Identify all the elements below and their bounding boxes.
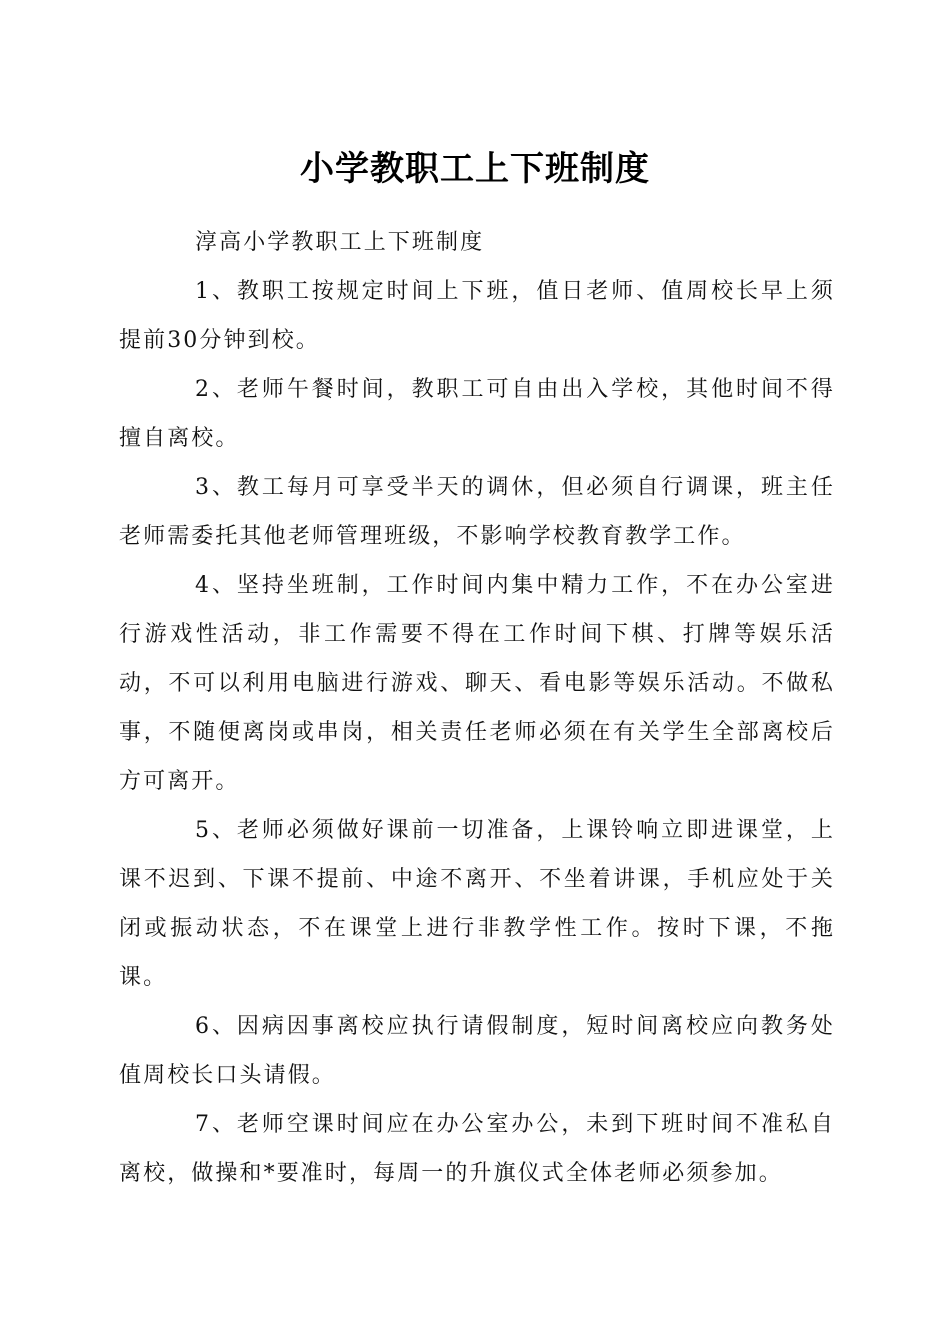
rule-paragraph-7: 7、老师空课时间应在办公室办公，未到下班时间不准私自离校，做操和*要准时，每周一的升旗仪式全体老师必须参加。 [119,1112,835,1186]
rule-paragraph-2: 2、老师午餐时间，教职工可自由出入学校，其他时间不得擅自离校。 [119,377,835,451]
rule-paragraph-6: 6、因病因事离校应执行请假制度，短时间离校应向教务处值周校长口头请假。 [119,1014,835,1088]
rule-paragraph-1: 1、教职工按规定时间上下班，值日老师、值周校长早上须提前30分钟到校。 [119,279,835,353]
rule-paragraph-5: 5、老师必须做好课前一切准备，上课铃响立即进课堂，上课不迟到、下课不提前、中途不离开、不坐着讲课，手机应处于关闭或振动状态，不在课堂上进行非教学性工作。按时下课，不拖课。 [119,818,835,990]
document-body [119,218,835,1198]
rule-paragraph-4: 4、坚持坐班制，工作时间内集中精力工作，不在办公室进行游戏性活动，非工作需要不得在工作时间下棋、打牌等娱乐活动，不可以利用电脑进行游戏、聊天、看电影等娱乐活动。不做私事，不随便离岗或串岗，相关责任老师必须在有关学生全部离校后方可离开。 [119,573,835,794]
document-title: 小学教职工上下班制度 [300,149,650,189]
document-subtitle: 淳高小学教职工上下班制度 [195,230,485,255]
rule-paragraph-3: 3、教工每月可享受半天的调休，但必须自行调课，班主任老师需委托其他老师管理班级，不影响学校教育教学工作。 [119,475,835,549]
